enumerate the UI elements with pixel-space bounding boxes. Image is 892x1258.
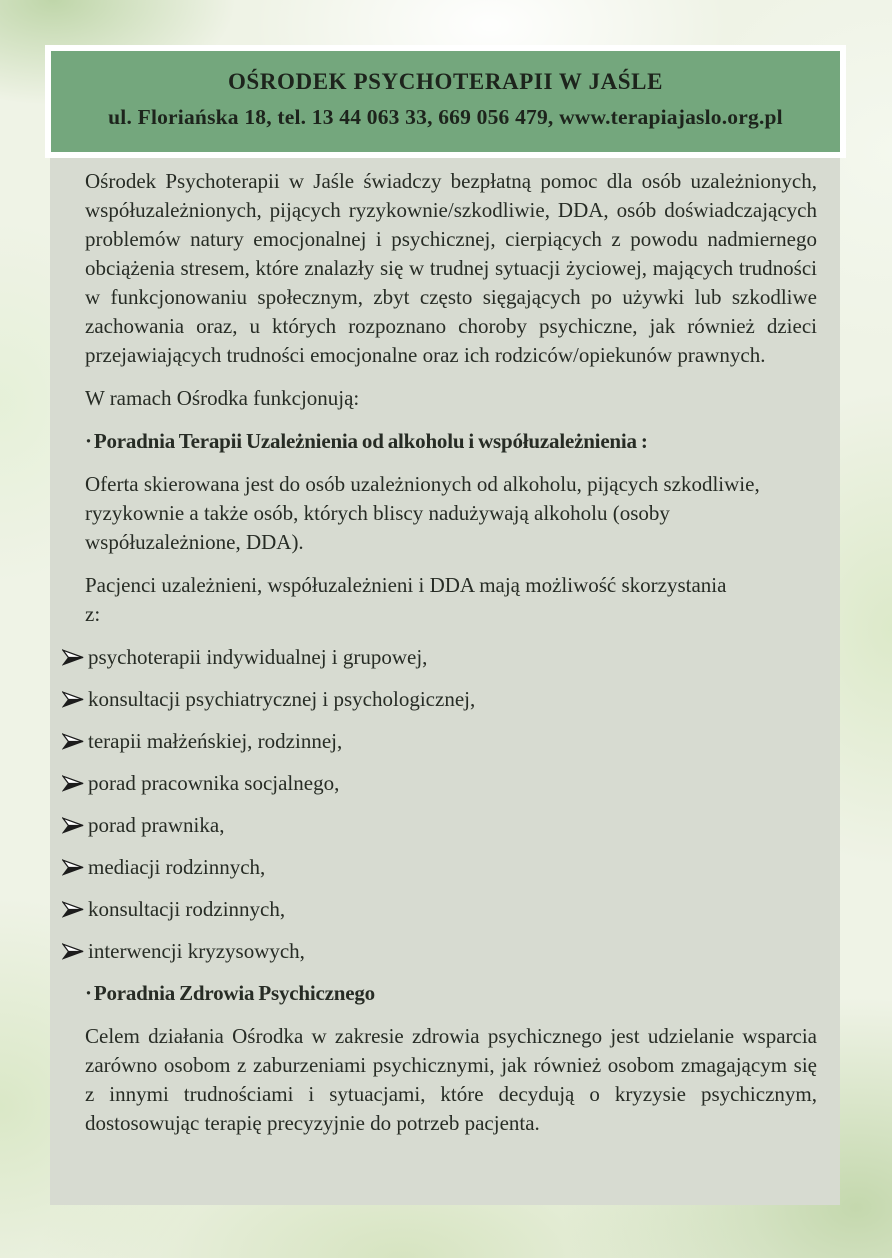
functions-intro: W ramach Ośrodka funkcjonują: [85, 386, 360, 410]
mental-health-paragraph: Celem działania Ośrodka w zakresie zdrowia psychicznego jest udzielanie wsparcia zarówno osobom z zaburzeniami psychicznymi, jak również osobom zmagającym się z innymi trudnościami i sytuacjami, które decydują o kryzysie psychicznym, dostosowując terapię precyzyjnie do potrzeb pacjenta. [85, 1024, 817, 1135]
list-item-label: interwencji kryzysowych, [88, 939, 305, 963]
list-item-label: porad prawnika, [88, 813, 225, 837]
arrow-bullet-icon [62, 859, 84, 876]
services-list [62, 643, 817, 966]
header-banner [45, 45, 846, 158]
list-item [62, 685, 817, 714]
arrow-bullet-icon [62, 943, 84, 960]
header-green-band [51, 51, 840, 152]
offer-paragraph: Oferta skierowana jest do osób uzależnionych od alkoholu, pijących szkodliwie, ryzykownie a także osób, których bliscy nadużywają alkoholu (osoby współuzależnione, DDA). [85, 472, 760, 554]
heading-bullet-dot: · [85, 981, 92, 1005]
list-item-label: mediacji rodzinnych, [88, 855, 266, 879]
list-item-label: porad pracownika socjalnego, [88, 771, 340, 795]
list-item-label: psychoterapii indywidualnej i grupowej, [88, 645, 428, 669]
section-heading-addiction-clinic [85, 427, 817, 456]
intro-paragraph: Ośrodek Psychoterapii w Jaśle świadczy bezpłatną pomoc dla osób uzależnionych, współuzależnionych, pijących ryzykownie/szkodliwie, DDA, osób doświadczających problemów natury emocjonalnej i psychicznej, cierpiących z powodu nadmiernego obciążenia stresem, które znalazły się w trudnej sytuacji życiowej, mających trudności w funkcjonowaniu społecznym, zbyt często sięgających po używki lub szkodliwe zachowania oraz, u których rozpoznano choroby psychiczne, jak również dzieci przejawiających trudności emocjonalne oraz ich rodziców/opiekunów prawnych. [85, 169, 817, 367]
heading-bullet-dot: · [85, 429, 92, 453]
list-item [62, 643, 817, 672]
arrow-bullet-icon [62, 901, 84, 918]
list-item-label: konsultacji rodzinnych, [88, 897, 286, 921]
arrow-bullet-icon [62, 775, 84, 792]
arrow-bullet-icon [62, 817, 84, 834]
list-item [62, 853, 817, 882]
section-heading-text: Poradnia Zdrowia Psychicznego [93, 981, 375, 1005]
arrow-bullet-icon [62, 733, 84, 750]
content-card [50, 158, 840, 1205]
header-title: OŚRODEK PSYCHOTERAPII W JAŚLE [227, 69, 664, 94]
list-item [62, 895, 817, 924]
patients-paragraph: Pacjenci uzależnieni, współuzależnieni i DDA mają możliwość skorzystania z: [85, 573, 727, 626]
list-item [62, 769, 817, 798]
section-heading-text: Poradnia Terapii Uzależnienia od alkoholu i współuzależnienia : [93, 429, 648, 453]
list-item [62, 937, 817, 966]
arrow-bullet-icon [62, 649, 84, 666]
list-item [62, 811, 817, 840]
list-item-label: konsultacji psychiatrycznej i psychologicznej, [88, 687, 476, 711]
list-item [62, 727, 817, 756]
section-heading-mental-health-clinic [85, 979, 817, 1008]
arrow-bullet-icon [62, 691, 84, 708]
list-item-label: terapii małżeńskiej, rodzinnej, [88, 729, 343, 753]
header-contact-line: ul. Floriańska 18, tel. 13 44 063 33, 669 056 479, www.terapiajaslo.org.pl [108, 105, 783, 129]
